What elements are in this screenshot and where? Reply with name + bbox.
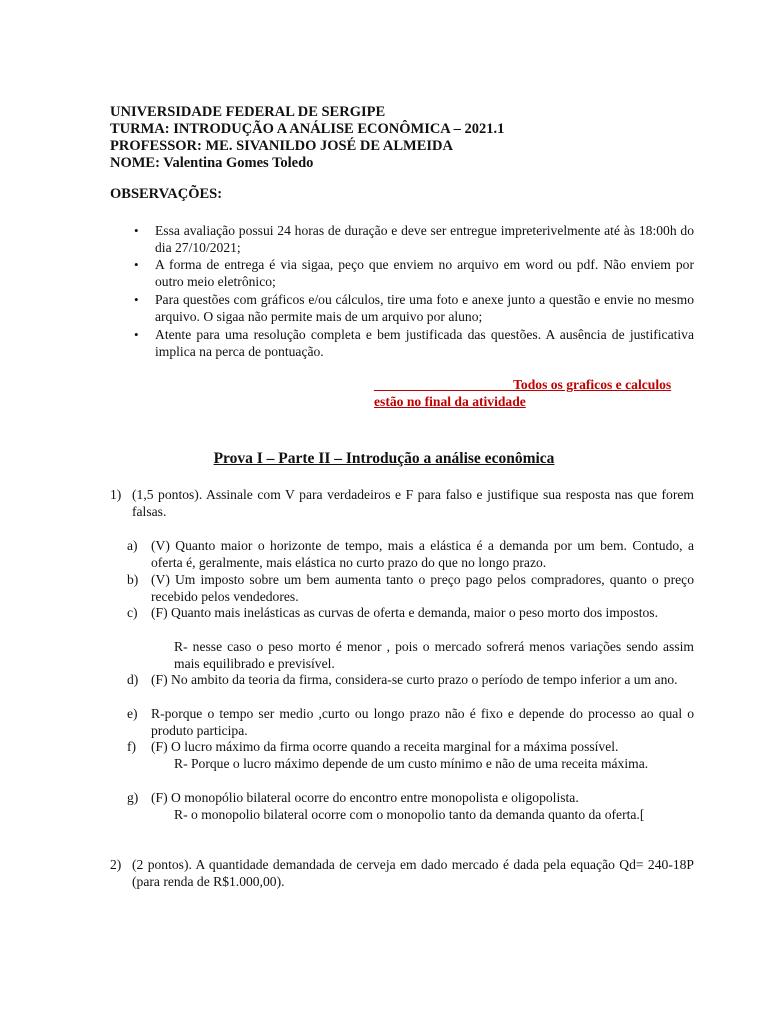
item-label: f) xyxy=(127,739,137,754)
observation-text: A forma de entrega é via sigaa, peço que enviem no arquivo em word ou pdf. Não enviem por outro meio eletrônico; xyxy=(155,257,694,289)
bullet-icon: • xyxy=(134,223,139,238)
question-item-c xyxy=(127,604,694,621)
item-text: (F) O lucro máximo da firma ocorre quando a receita marginal for a máxima possível. xyxy=(151,739,619,754)
item-label: e) xyxy=(127,706,138,721)
question-item-b xyxy=(127,571,694,605)
professor-line: PROFESSOR: ME. SIVANILDO JOSÉ DE ALMEIDA xyxy=(110,138,453,154)
question-item-g xyxy=(127,789,694,806)
observation-text: Essa avaliação possui 24 horas de duração e deve ser entregue impreterivelmente até às 18:00h do dia 27/10/2021; xyxy=(155,223,694,255)
bullet-icon: • xyxy=(134,292,139,307)
observation-item xyxy=(110,291,694,325)
observation-item xyxy=(110,222,694,256)
answer-g xyxy=(174,806,694,823)
item-label: g) xyxy=(127,790,139,805)
question-item-e xyxy=(127,705,694,739)
answer-c xyxy=(174,638,694,672)
item-text: (F) O monopólio bilateral ocorre do encontro entre monopolista e oligopolista. xyxy=(151,790,579,805)
question-item-d xyxy=(127,671,694,688)
question-2 xyxy=(110,856,694,890)
item-text: R-porque o tempo ser medio ,curto ou longo prazo não é fixo e depende do processo ao qual o produto participa. xyxy=(151,706,694,738)
item-text: (F) Quanto mais inelásticas as curvas de oferta e demanda, maior o peso morto dos impostos. xyxy=(151,605,658,620)
answer-text: R- o monopolio bilateral ocorre com o monopolio tanto da demanda quanto da oferta.[ xyxy=(174,807,645,822)
observation-text: Para questões com gráficos e/ou cálculos, tire uma foto e anexe junto a questão e envie no mesmo arquivo. O sigaa não permite mais de um arquivo por aluno; xyxy=(155,292,694,324)
answer-text: R- nesse caso o peso morto é menor , pois o mercado sofrerá menos variações sendo assim mais equilibrado e previsível. xyxy=(174,639,694,671)
question-1 xyxy=(110,486,694,520)
item-label: a) xyxy=(127,538,138,553)
item-text: (V) Um imposto sobre um bem aumenta tanto o preço pago pelos compradores, quanto o preço recebido pelos vendedores. xyxy=(151,572,694,604)
observation-item xyxy=(110,326,694,360)
exam-title: Prova I – Parte II – Introdução a análise econômica xyxy=(213,450,555,467)
item-text: (F) No ambito da teoria da firma, considera-se curto prazo o período de tempo inferior a um ano. xyxy=(151,672,678,687)
class-line: TURMA: INTRODUÇÃO A ANÁLISE ECONÔMICA – 2021.1 xyxy=(110,121,505,137)
item-label: c) xyxy=(127,605,138,620)
item-label: d) xyxy=(127,672,139,687)
item-text: (V) Quanto maior o horizonte de tempo, mais a elástica é a demanda por um bem. Contudo, a oferta é, geralmente, mais elástica no curto prazo do que no longo prazo. xyxy=(151,538,694,570)
observations-title: OBSERVAÇÕES: xyxy=(110,186,223,202)
university-name: UNIVERSIDADE FEDERAL DE SERGIPE xyxy=(110,104,386,120)
question-item-a xyxy=(127,537,694,571)
answer-f xyxy=(174,755,694,772)
observation-text: Atente para uma resolução completa e bem justificada das questões. A ausência de justificativa implica na perca de pontuação. xyxy=(155,327,694,359)
observation-item xyxy=(110,256,694,290)
answer-text: R- Porque o lucro máximo depende de um custo mínimo e não de uma receita máxima. xyxy=(174,756,649,771)
question-text: (2 pontos). A quantidade demandada de cerveja em dado mercado é dada pela equação Qd= 240-18P (para renda de R$1.000,00). xyxy=(132,857,694,889)
graphs-note xyxy=(374,376,696,410)
bullet-icon: • xyxy=(134,327,139,342)
question-text: (1,5 pontos). Assinale com V para verdadeiros e F para falso e justifique sua resposta nas que forem falsas. xyxy=(132,487,694,519)
question-number: 2) xyxy=(110,857,122,872)
bullet-icon: • xyxy=(134,257,139,272)
question-number: 1) xyxy=(110,487,122,502)
graphs-note-text: ____________________ Todos os graficos e calculos estão no final da atividade xyxy=(374,377,672,409)
student-name-line: NOME: Valentina Gomes Toledo xyxy=(110,155,314,171)
item-label: b) xyxy=(127,572,139,587)
question-item-f xyxy=(127,738,694,755)
